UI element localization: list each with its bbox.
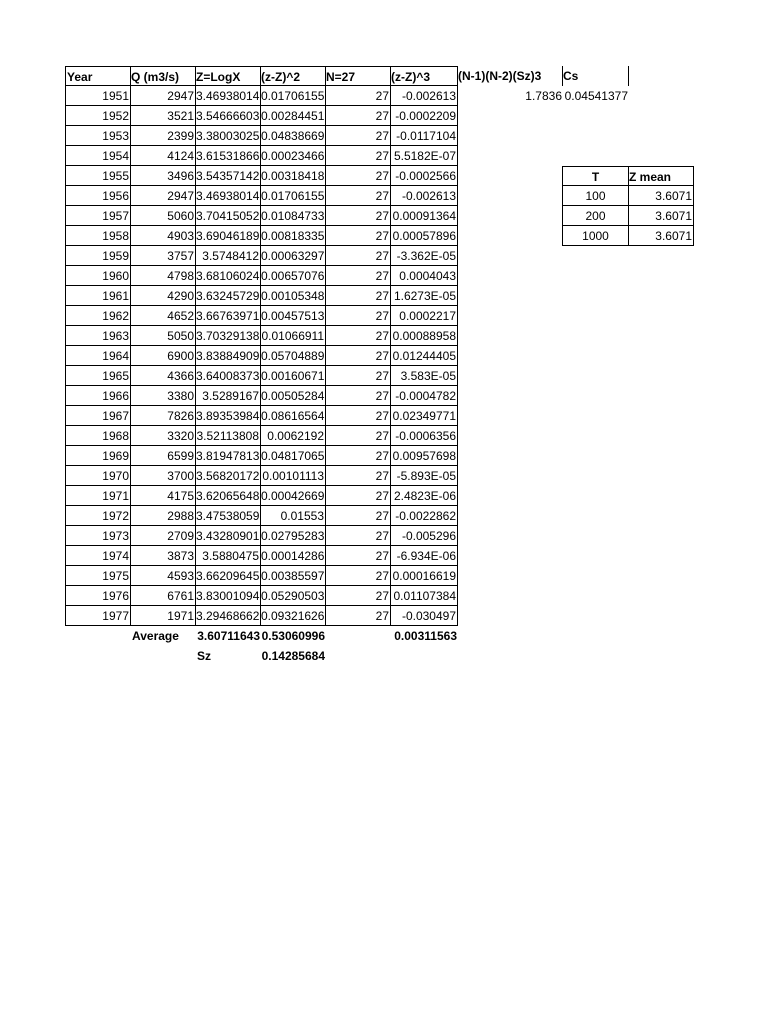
n-cell[interactable]: 27	[325, 486, 391, 506]
sq-cell[interactable]: 0.05290503	[260, 586, 326, 606]
z-cell[interactable]: 3.46938014	[195, 86, 261, 106]
q-cell[interactable]: 4124	[130, 146, 196, 166]
cube-cell[interactable]: 2.4823E-06	[390, 486, 458, 506]
z-cell[interactable]: 3.61531866	[195, 146, 261, 166]
n-cell[interactable]: 27	[325, 326, 391, 346]
year-cell[interactable]: 1971	[65, 486, 131, 506]
sq-cell[interactable]: 0.05704889	[260, 346, 326, 366]
header-n-sz3[interactable]: (N-1)(N-2)(Sz)3	[457, 66, 563, 86]
q-cell[interactable]: 4593	[130, 566, 196, 586]
year-cell[interactable]: 1952	[65, 106, 131, 126]
n-cell[interactable]: 27	[325, 166, 391, 186]
z-cell[interactable]: 3.38003025	[195, 126, 261, 146]
sq-cell[interactable]: 0.00284451	[260, 106, 326, 126]
year-cell[interactable]: 1953	[65, 126, 131, 146]
cube-cell[interactable]: -0.0006356	[390, 426, 458, 446]
z-cell[interactable]: 3.62065648	[195, 486, 261, 506]
z-cell[interactable]: 3.5748412	[195, 246, 261, 266]
year-cell[interactable]: 1967	[65, 406, 131, 426]
q-cell[interactable]: 1971	[130, 606, 196, 626]
z-cell[interactable]: 3.70415052	[195, 206, 261, 226]
sq-cell[interactable]: 0.00160671	[260, 366, 326, 386]
cube-cell[interactable]: -3.362E-05	[390, 246, 458, 266]
cube-cell[interactable]: -0.0004782	[390, 386, 458, 406]
header-q[interactable]: Q (m3/s)	[130, 66, 196, 86]
cube-cell[interactable]: -0.002613	[390, 186, 458, 206]
z-cell[interactable]: 3.56820172	[195, 466, 261, 486]
sq-cell[interactable]: 0.00505284	[260, 386, 326, 406]
sq-cell[interactable]: 0.00042669	[260, 486, 326, 506]
year-cell[interactable]: 1962	[65, 306, 131, 326]
q-cell[interactable]: 5050	[130, 326, 196, 346]
cube-cell[interactable]: -0.0117104	[390, 126, 458, 146]
q-cell[interactable]: 4290	[130, 286, 196, 306]
cube-cell[interactable]: -5.893E-05	[390, 466, 458, 486]
header-z[interactable]: Z=LogX	[195, 66, 261, 86]
n-cell[interactable]: 27	[325, 126, 391, 146]
n-cell[interactable]: 27	[325, 206, 391, 226]
sq-cell[interactable]: 0.00023466	[260, 146, 326, 166]
n-cell[interactable]: 27	[325, 86, 391, 106]
cube-cell[interactable]: -0.030497	[390, 606, 458, 626]
year-cell[interactable]: 1959	[65, 246, 131, 266]
year-cell[interactable]: 1961	[65, 286, 131, 306]
z-cell[interactable]: 3.81947813	[195, 446, 261, 466]
n-cell[interactable]: 27	[325, 226, 391, 246]
t-value[interactable]: 100	[562, 186, 629, 206]
n-cell[interactable]: 27	[325, 506, 391, 526]
average-label[interactable]: Average	[132, 629, 179, 643]
z-cell[interactable]: 3.52113808	[195, 426, 261, 446]
sq-cell[interactable]: 0.04838669	[260, 126, 326, 146]
year-cell[interactable]: 1976	[65, 586, 131, 606]
sum-sq[interactable]: 0.53060996	[261, 629, 325, 643]
cube-cell[interactable]: -0.0022862	[390, 506, 458, 526]
n-cell[interactable]: 27	[325, 346, 391, 366]
sq-cell[interactable]: 0.00318418	[260, 166, 326, 186]
q-cell[interactable]: 4175	[130, 486, 196, 506]
n-cell[interactable]: 27	[325, 266, 391, 286]
cube-cell[interactable]: 0.0002217	[390, 306, 458, 326]
q-cell[interactable]: 2399	[130, 126, 196, 146]
n-cell[interactable]: 27	[325, 286, 391, 306]
year-cell[interactable]: 1970	[65, 466, 131, 486]
q-cell[interactable]: 4903	[130, 226, 196, 246]
z-cell[interactable]: 3.69046189	[195, 226, 261, 246]
n-cell[interactable]: 27	[325, 386, 391, 406]
year-cell[interactable]: 1969	[65, 446, 131, 466]
n-cell[interactable]: 27	[325, 406, 391, 426]
q-cell[interactable]: 6599	[130, 446, 196, 466]
sq-cell[interactable]: 0.01553	[260, 506, 326, 526]
year-cell[interactable]: 1964	[65, 346, 131, 366]
sq-cell[interactable]: 0.0062192	[260, 426, 326, 446]
sq-cell[interactable]: 0.01066911	[260, 326, 326, 346]
cube-cell[interactable]: -0.0002209	[390, 106, 458, 126]
n-cell[interactable]: 27	[325, 306, 391, 326]
header-year[interactable]: Year	[65, 66, 131, 86]
year-cell[interactable]: 1960	[65, 266, 131, 286]
q-cell[interactable]: 2709	[130, 526, 196, 546]
year-cell[interactable]: 1966	[65, 386, 131, 406]
z-mean-value[interactable]: 3.6071	[628, 186, 694, 206]
z-cell[interactable]: 3.66763971	[195, 306, 261, 326]
cube-cell[interactable]: 0.01244405	[390, 346, 458, 366]
z-mean-value[interactable]: 3.6071	[628, 226, 694, 246]
q-cell[interactable]: 2947	[130, 86, 196, 106]
n-cell[interactable]: 27	[325, 586, 391, 606]
sq-cell[interactable]: 0.00385597	[260, 566, 326, 586]
year-cell[interactable]: 1954	[65, 146, 131, 166]
q-cell[interactable]: 3700	[130, 466, 196, 486]
header-sq[interactable]: (z-Z)^2	[260, 66, 326, 86]
sum-cube[interactable]: 0.00311563	[394, 629, 457, 643]
sq-cell[interactable]: 0.00105348	[260, 286, 326, 306]
n-cell[interactable]: 27	[325, 566, 391, 586]
n-sz3-value[interactable]: 1.7836	[525, 89, 562, 103]
cube-cell[interactable]: 0.00057896	[390, 226, 458, 246]
z-cell[interactable]: 3.68106024	[195, 266, 261, 286]
sz-value[interactable]: 0.14285684	[261, 649, 325, 663]
z-cell[interactable]: 3.43280901	[195, 526, 261, 546]
cube-cell[interactable]: -6.934E-06	[390, 546, 458, 566]
cube-cell[interactable]: 0.00088958	[390, 326, 458, 346]
cs-value[interactable]: 0.04541377	[564, 89, 628, 103]
n-cell[interactable]: 27	[325, 246, 391, 266]
z-cell[interactable]: 3.46938014	[195, 186, 261, 206]
n-cell[interactable]: 27	[325, 526, 391, 546]
sq-cell[interactable]: 0.08616564	[260, 406, 326, 426]
z-cell[interactable]: 3.83001094	[195, 586, 261, 606]
header-n[interactable]: N=27	[325, 66, 391, 86]
sz-label[interactable]: Sz	[197, 649, 212, 663]
z-cell[interactable]: 3.89353984	[195, 406, 261, 426]
n-cell[interactable]: 27	[325, 366, 391, 386]
q-cell[interactable]: 5060	[130, 206, 196, 226]
year-cell[interactable]: 1974	[65, 546, 131, 566]
z-cell[interactable]: 3.47538059	[195, 506, 261, 526]
q-cell[interactable]: 2947	[130, 186, 196, 206]
year-cell[interactable]: 1956	[65, 186, 131, 206]
q-cell[interactable]: 2988	[130, 506, 196, 526]
z-cell[interactable]: 3.64008373	[195, 366, 261, 386]
sq-cell[interactable]: 0.09321626	[260, 606, 326, 626]
year-cell[interactable]: 1963	[65, 326, 131, 346]
cube-cell[interactable]: -0.005296	[390, 526, 458, 546]
year-cell[interactable]: 1975	[65, 566, 131, 586]
year-cell[interactable]: 1973	[65, 526, 131, 546]
header-cube[interactable]: (z-Z)^3	[390, 66, 458, 86]
t-value[interactable]: 1000	[562, 226, 629, 246]
sq-cell[interactable]: 0.01084733	[260, 206, 326, 226]
n-cell[interactable]: 27	[325, 146, 391, 166]
cube-cell[interactable]: 0.0004043	[390, 266, 458, 286]
z-cell[interactable]: 3.70329138	[195, 326, 261, 346]
n-cell[interactable]: 27	[325, 546, 391, 566]
q-cell[interactable]: 4798	[130, 266, 196, 286]
n-cell[interactable]: 27	[325, 606, 391, 626]
n-cell[interactable]: 27	[325, 466, 391, 486]
year-cell[interactable]: 1977	[65, 606, 131, 626]
year-cell[interactable]: 1958	[65, 226, 131, 246]
sq-cell[interactable]: 0.04817065	[260, 446, 326, 466]
year-cell[interactable]: 1951	[65, 86, 131, 106]
n-cell[interactable]: 27	[325, 446, 391, 466]
sq-cell[interactable]: 0.00101113	[260, 466, 326, 486]
header-cs[interactable]: Cs	[562, 66, 629, 86]
q-cell[interactable]: 4652	[130, 306, 196, 326]
cube-cell[interactable]: -0.002613	[390, 86, 458, 106]
t-value[interactable]: 200	[562, 206, 629, 226]
z-cell[interactable]: 3.5289167	[195, 386, 261, 406]
cube-cell[interactable]: -0.0002566	[390, 166, 458, 186]
z-cell[interactable]: 3.54666603	[195, 106, 261, 126]
z-mean-value[interactable]: 3.6071	[628, 206, 694, 226]
q-cell[interactable]: 3521	[130, 106, 196, 126]
cube-cell[interactable]: 0.00957698	[390, 446, 458, 466]
t-header[interactable]: T	[562, 166, 629, 186]
z-cell[interactable]: 3.63245729	[195, 286, 261, 306]
year-cell[interactable]: 1955	[65, 166, 131, 186]
sq-cell[interactable]: 0.01706155	[260, 86, 326, 106]
cube-cell[interactable]: 1.6273E-05	[390, 286, 458, 306]
n-cell[interactable]: 27	[325, 106, 391, 126]
n-cell[interactable]: 27	[325, 426, 391, 446]
cube-cell[interactable]: 0.00091364	[390, 206, 458, 226]
sq-cell[interactable]: 0.01706155	[260, 186, 326, 206]
q-cell[interactable]: 3320	[130, 426, 196, 446]
cube-cell[interactable]: 0.00016619	[390, 566, 458, 586]
sq-cell[interactable]: 0.00063297	[260, 246, 326, 266]
z-cell[interactable]: 3.66209645	[195, 566, 261, 586]
q-cell[interactable]: 6761	[130, 586, 196, 606]
sq-cell[interactable]: 0.00818335	[260, 226, 326, 246]
q-cell[interactable]: 3380	[130, 386, 196, 406]
cube-cell[interactable]: 0.01107384	[390, 586, 458, 606]
year-cell[interactable]: 1957	[65, 206, 131, 226]
year-cell[interactable]: 1972	[65, 506, 131, 526]
q-cell[interactable]: 4366	[130, 366, 196, 386]
average-z[interactable]: 3.60711643	[197, 629, 260, 643]
z-mean-header[interactable]: Z mean	[628, 166, 694, 186]
cube-cell[interactable]: 3.583E-05	[390, 366, 458, 386]
z-cell[interactable]: 3.83884909	[195, 346, 261, 366]
q-cell[interactable]: 6900	[130, 346, 196, 366]
q-cell[interactable]: 7826	[130, 406, 196, 426]
year-cell[interactable]: 1965	[65, 366, 131, 386]
z-cell[interactable]: 3.5880475	[195, 546, 261, 566]
year-cell[interactable]: 1968	[65, 426, 131, 446]
z-cell[interactable]: 3.29468662	[195, 606, 261, 626]
sq-cell[interactable]: 0.00014286	[260, 546, 326, 566]
q-cell[interactable]: 3496	[130, 166, 196, 186]
cube-cell[interactable]: 5.5182E-07	[390, 146, 458, 166]
n-cell[interactable]: 27	[325, 186, 391, 206]
z-cell[interactable]: 3.54357142	[195, 166, 261, 186]
sq-cell[interactable]: 0.02795283	[260, 526, 326, 546]
cube-cell[interactable]: 0.02349771	[390, 406, 458, 426]
q-cell[interactable]: 3873	[130, 546, 196, 566]
sq-cell[interactable]: 0.00457513	[260, 306, 326, 326]
q-cell[interactable]: 3757	[130, 246, 196, 266]
sq-cell[interactable]: 0.00657076	[260, 266, 326, 286]
